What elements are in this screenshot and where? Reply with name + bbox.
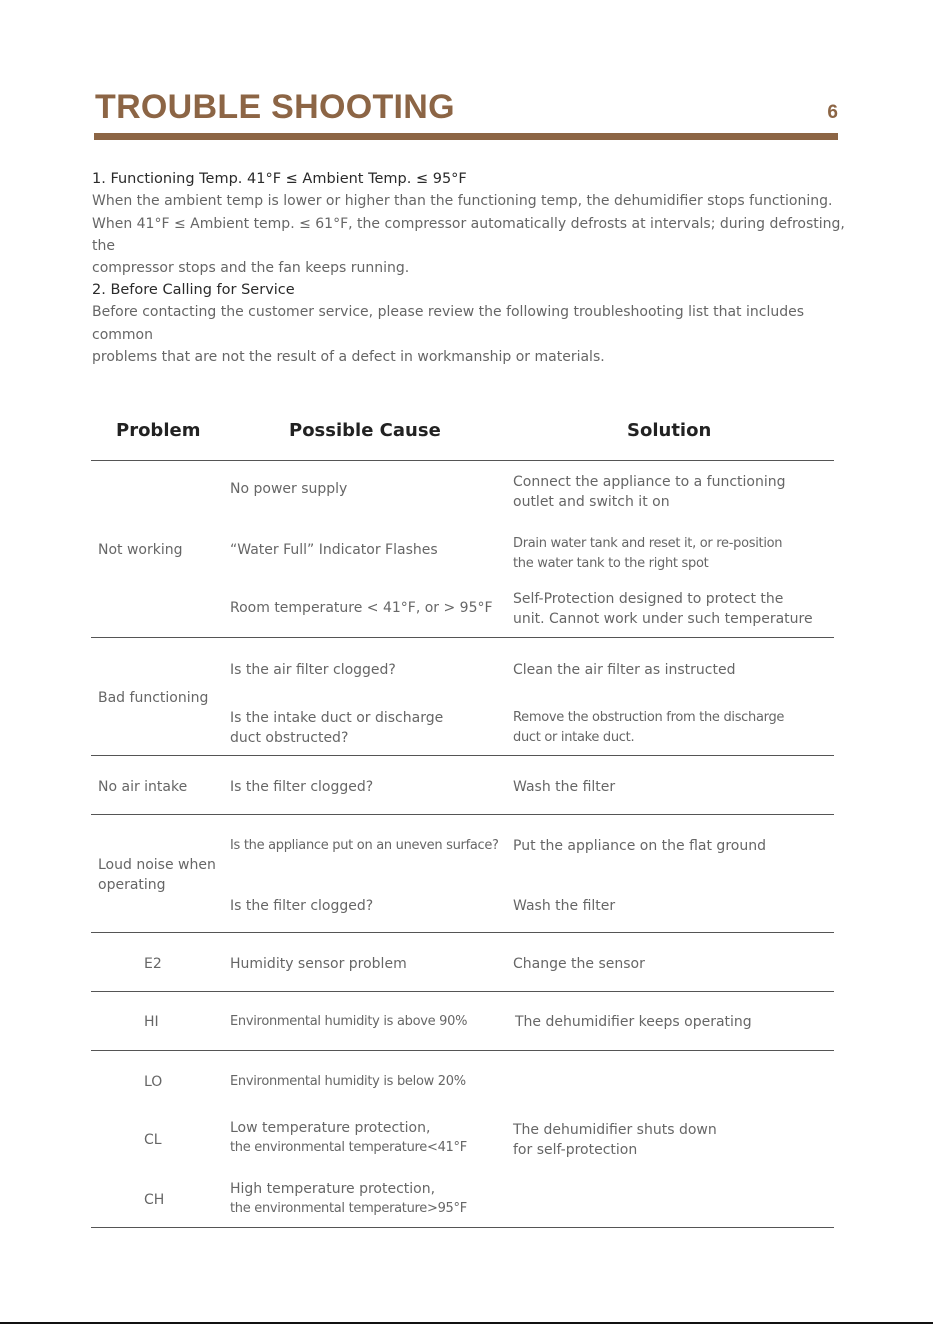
table-divider — [91, 460, 834, 461]
solution-cell: Wash the filter — [513, 779, 616, 795]
paragraph-line: compressor stops and the fan keeps running. — [92, 260, 410, 277]
table-divider — [91, 932, 834, 933]
error-code-hi: HI — [144, 1014, 159, 1030]
solution-cell: Connect the appliance to a functioning outlet and switch it on — [513, 474, 786, 510]
cause-cell: Low temperature protection, the environmental temperature<41°F — [230, 1120, 467, 1155]
section-heading: 1. Functioning Temp. 41°F ≤ Ambient Temp. ≤ 95°F — [92, 171, 467, 187]
section-heading: 2. Before Calling for Service — [92, 282, 295, 298]
error-code-e2: E2 — [144, 956, 162, 972]
page-title: TROUBLE SHOOTING — [95, 88, 455, 126]
problem-loud-noise: Loud noise when operating — [98, 857, 216, 893]
cause-cell: “Water Full” Indicator Flashes — [230, 542, 438, 558]
solution-cell: Self-Protection designed to protect the unit. Cannot work under such temperature — [513, 591, 813, 627]
problem-not-working: Not working — [98, 542, 183, 558]
solution-cell: Put the appliance on the flat ground — [513, 838, 766, 854]
paragraph-line: When 41°F ≤ Ambient temp. ≤ 61°F, the compressor automatically defrosts at intervals; during defrosting, the — [92, 215, 845, 254]
section-before-service — [92, 279, 852, 368]
cause-cell: Room temperature < 41°F, or > 95°F — [230, 600, 493, 616]
paragraph-line: When the ambient temp is lower or higher than the functioning temp, the dehumidifier stops functioning. — [92, 193, 833, 210]
solution-cell: The dehumidifier shuts down for self-protection — [513, 1122, 717, 1158]
cause-cell: Is the intake duct or discharge duct obstructed? — [230, 710, 444, 746]
error-code-cl: CL — [144, 1132, 162, 1148]
table-divider — [91, 991, 834, 992]
cause-cell: Environmental humidity is below 20% — [230, 1074, 466, 1089]
cause-cell: Is the air filter clogged? — [230, 662, 396, 678]
solution-cell: The dehumidifier keeps operating — [515, 1014, 752, 1030]
cause-cell: No power supply — [230, 481, 348, 497]
paragraph-line: problems that are not the result of a defect in workmanship or materials. — [92, 348, 605, 365]
column-header-solution: Solution — [627, 420, 712, 441]
column-header-problem: Problem — [116, 420, 201, 441]
solution-cell: Remove the obstruction from the discharge duct or intake duct. — [513, 710, 785, 745]
column-header-cause: Possible Cause — [289, 420, 441, 441]
cause-cell: Is the appliance put on an uneven surface? — [230, 838, 499, 853]
solution-cell: Wash the filter — [513, 898, 616, 914]
error-code-lo: LO — [144, 1074, 163, 1090]
page-number: 6 — [827, 102, 838, 123]
problem-no-air-intake: No air intake — [98, 779, 188, 795]
table-divider — [91, 1227, 834, 1228]
title-underline — [94, 133, 838, 140]
table-divider — [91, 637, 834, 638]
cause-cell: Environmental humidity is above 90% — [230, 1014, 468, 1029]
section-functioning-temp — [92, 168, 852, 279]
cause-cell: High temperature protection, the environmental temperature>95°F — [230, 1181, 467, 1216]
cause-cell: Is the filter clogged? — [230, 779, 374, 795]
error-code-ch: CH — [144, 1192, 165, 1208]
table-divider — [91, 814, 834, 815]
solution-cell: Clean the air filter as instructed — [513, 662, 736, 678]
paragraph-line: Before contacting the customer service, please review the following troubleshooting list that includes common — [92, 304, 805, 343]
solution-cell: Change the sensor — [513, 956, 645, 972]
table-divider — [91, 1050, 834, 1051]
table-divider — [91, 755, 834, 756]
solution-cell: Drain water tank and reset it, or re-position the water tank to the right spot — [513, 536, 783, 571]
cause-cell: Humidity sensor problem — [230, 956, 407, 972]
cause-cell: Is the filter clogged? — [230, 898, 374, 914]
problem-bad-functioning: Bad functioning — [98, 690, 209, 706]
